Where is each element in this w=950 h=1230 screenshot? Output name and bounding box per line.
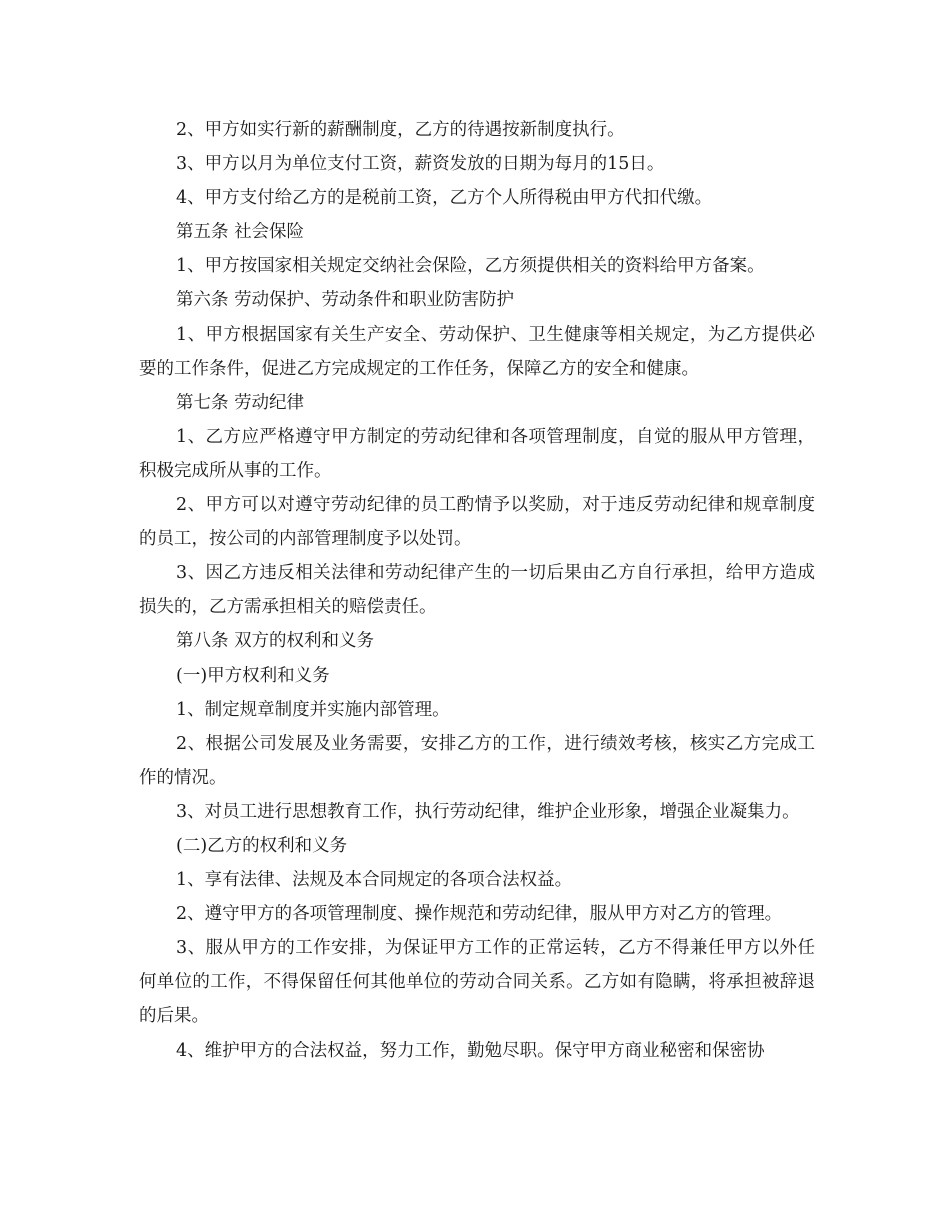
article-6-heading: 第六条 劳动保护、劳动条件和职业防害防护 <box>176 290 515 311</box>
paragraph-salary-system: 2、甲方如实行新的薪酬制度，乙方的待遇按新制度执行。 <box>176 120 625 140</box>
document-body <box>139 113 815 1068</box>
party-a-rights-heading: (一)甲方权利和义务 <box>176 665 330 686</box>
article-7-heading: 第七条 劳动纪律 <box>176 392 305 413</box>
paragraph-party-b-1: 1、享有法律、法规及本合同规定的各项合法权益。 <box>176 870 573 891</box>
paragraph-discipline-1: 1、乙方应严格遵守甲方制定的劳动纪律和各项管理制度，自觉的服从甲方管理，积极完成所从事的工作。 <box>139 426 815 481</box>
paragraph-party-a-1: 1、制定规章制度并实施内部管理。 <box>176 699 450 720</box>
paragraph-party-a-2: 2、根据公司发展及业务需要，安排乙方的工作，进行绩效考核，核实乙方完成工作的情况。 <box>139 733 815 788</box>
paragraph-party-b-2: 2、遵守甲方的各项管理制度、操作规范和劳动纪律，服从甲方对乙方的管理。 <box>176 904 783 925</box>
article-8-heading: 第八条 双方的权利和义务 <box>176 631 375 652</box>
paragraph-discipline-2: 2、甲方可以对遵守劳动纪律的员工酌情予以奖励，对于违反劳动纪律和规章制度的员工，按公司的内部管理制度予以处罚。 <box>139 495 815 550</box>
paragraph-labor-protection: 1、甲方根据国家有关生产安全、劳动保护、卫生健康等相关规定，为乙方提供必要的工作条件，促进乙方完成规定的工作任务，保障乙方的安全和健康。 <box>139 324 815 379</box>
paragraph-party-a-3: 3、对员工进行思想教育工作，执行劳动纪律，维护企业形象，增强企业凝集力。 <box>176 801 800 822</box>
paragraph-social-insurance: 1、甲方按国家相关规定交纳社会保险，乙方须提供相关的资料给甲方备案。 <box>176 256 765 277</box>
paragraph-party-b-3: 3、服从甲方的工作安排，为保证甲方工作的正常运转，乙方不得兼任甲方以外任何单位的工作，不得保留任何其他单位的劳动合同关系。乙方如有隐瞒，将承担被辞退的后果。 <box>139 938 815 1027</box>
paragraph-pretax-salary: 4、甲方支付给乙方的是税前工资，乙方个人所得税由甲方代扣代缴。 <box>176 188 713 209</box>
paragraph-party-b-4: 4、维护甲方的合法权益，努力工作，勤勉尽职。保守甲方商业秘密和保密协 <box>176 1040 765 1061</box>
party-b-rights-heading: (二)乙方的权利和义务 <box>176 835 348 856</box>
paragraph-salary-payday: 3、甲方以月为单位支付工资，薪资发放的日期为每月的15日。 <box>176 154 665 175</box>
article-5-heading: 第五条 社会保险 <box>176 222 305 243</box>
paragraph-discipline-3: 3、因乙方违反相关法律和劳动纪律产生的一切后果由乙方自行承担，给甲方造成损失的，乙方需承担相关的赔偿责任。 <box>139 563 815 618</box>
